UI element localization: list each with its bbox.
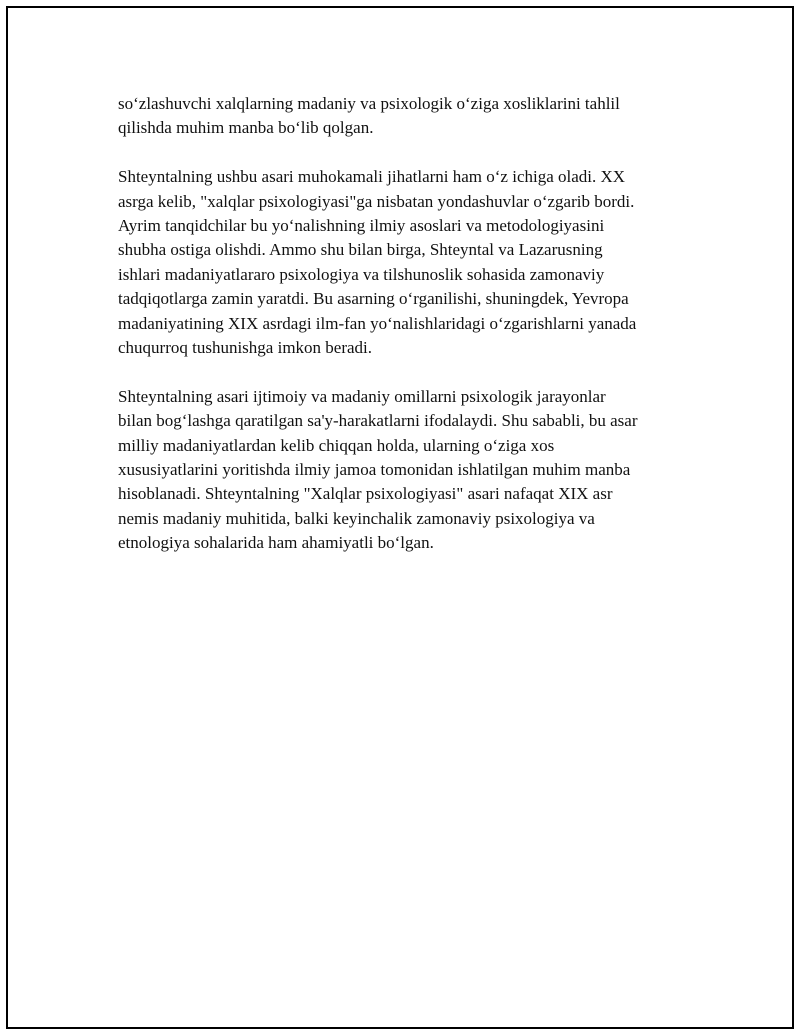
text-line: chuqurroq tushunishga imkon beradi. bbox=[118, 338, 373, 358]
paragraph bbox=[118, 385, 698, 556]
text-line: so‘zlashuvchi xalqlarning madaniy va psixologik o‘ziga xosliklarini tahlil bbox=[118, 94, 620, 113]
text-line: Ayrim tanqidchilar bu yo‘nalishning ilmiy asoslari va metodologiyasini bbox=[118, 216, 605, 236]
text-line: xususiyatlarini yoritishda ilmiy jamoa tomonidan ishlatilgan muhim manba bbox=[118, 460, 631, 480]
text-line: bilan bog‘lashga qaratilgan sa'y-harakatlarni ifodalaydi. Shu sababli, bu asar bbox=[118, 411, 638, 431]
text-line: shubha ostiga olishdi. Ammo shu bilan birga, Shteyntal va Lazarusning bbox=[118, 240, 603, 260]
paragraph bbox=[118, 92, 698, 141]
text-line: hisoblanadi. Shteyntalning "Xalqlar psixologiyasi" asari nafaqat XIX asr bbox=[118, 484, 613, 504]
text-line: etnologiya sohalarida ham ahamiyatli bo‘lgan. bbox=[118, 533, 434, 553]
document-body bbox=[118, 92, 698, 580]
text-line: asrga kelib, "xalqlar psixologiyasi"ga nisbatan yondashuvlar o‘zgarib bordi. bbox=[118, 191, 635, 211]
text-line: ishlari madaniyatlararo psixologiya va tilshunoslik sohasida zamonaviy bbox=[118, 264, 605, 284]
text-line: qilishda muhim manba bo‘lib qolgan. bbox=[118, 118, 374, 138]
paragraph bbox=[118, 165, 698, 360]
text-line: Shteyntalning ushbu asari muhokamali jihatlarni ham o‘z ichiga oladi. XX bbox=[118, 167, 626, 187]
text-line: nemis madaniy muhitida, balki keyinchalik zamonaviy psixologiya va bbox=[118, 508, 595, 528]
text-line: madaniyatining XIX asrdagi ilm-fan yo‘nalishlaridagi o‘zgarishlarni yanada bbox=[118, 313, 637, 333]
text-line: Shteyntalning asari ijtimoiy va madaniy omillarni psixologik jarayonlar bbox=[118, 386, 606, 406]
text-line: tadqiqotlarga zamin yaratdi. Bu asarning o‘rganilishi, shuningdek, Yevropa bbox=[118, 289, 629, 309]
text-line: milliy madaniyatlardan kelib chiqqan holda, ularning o‘ziga xos bbox=[118, 435, 555, 455]
